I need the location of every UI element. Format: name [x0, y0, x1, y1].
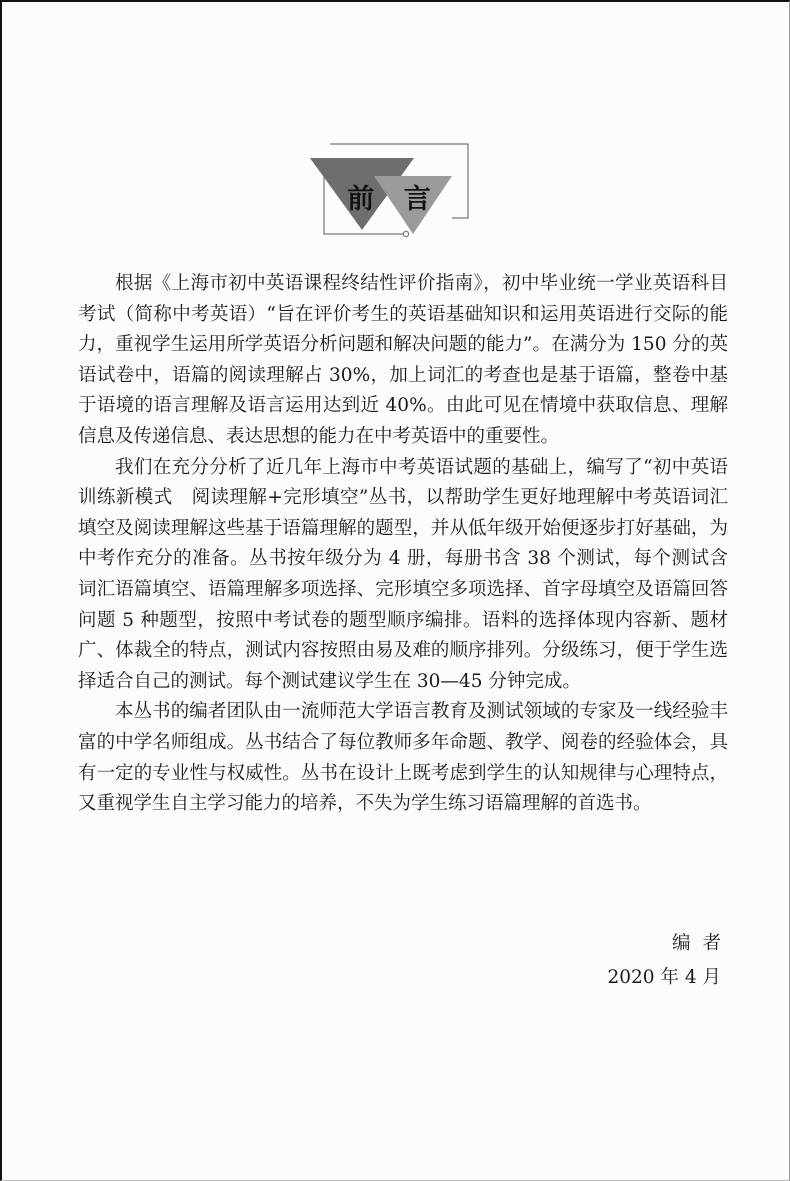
preface-heading	[302, 142, 482, 252]
signature-block	[471, 927, 733, 995]
frame-dot	[403, 231, 408, 236]
signature-date: 2020 年 4 月	[607, 967, 721, 988]
signature-author: 编者	[671, 933, 733, 954]
preface-body	[78, 269, 728, 820]
paragraph-3: 本丛书的编者团队由一流师范大学语言教育及测试领域的专家及一线经验丰富的中学名师组成。丛书结合了每位教师多年命题、教学、阅卷的经验体会，具有一定的专业性与权威性。丛书在设计上既考虑到学生的认知规律与心理特点，又重视学生自主学习能力的培养，不失为学生练习语篇理解的首选书。	[78, 701, 728, 815]
paragraph-1: 根据《上海市初中英语课程终结性评价指南》，初中毕业统一学业英语科目考试（简称中考英语）“旨在评价考生的英语基础知识和运用英语进行交际的能力，重视学生运用所学英语分析问题和解决问题的能力”。在满分为 150 分的英语试卷中，语篇的阅读理解占 30%，加上词汇的考查也是基于语篇，整卷中基于语境的语言理解及语言运用达到近 40%。由此可见在情境中获取信息、理解信息及传递信息、表达思想的能力在中考英语中的重要性。	[78, 273, 728, 447]
page-title: 前 言	[347, 184, 441, 215]
paragraph-2: 我们在充分分析了近几年上海市中考英语试题的基础上，编写了“初中英语训练新模式 阅读理解+完形填空”丛书，以帮助学生更好地理解中考英语词汇填空及阅读理解这些基于语篇理解的题型，并从低年级开始便逐步打好基础，为中考作充分的准备。丛书按年级分为 4 册，每册书含 38 个测试，每个测试含词汇语篇填空、语篇理解多项选择、完形填空多项选择、首字母填空及语篇回答问题 5 种题型，按照中考试卷的题型顺序编排。语料的选择体现内容新、题材广、体裁全的特点，测试内容按照由易及难的顺序排列。分级练习，便于学生选择适合自己的测试。每个测试建议学生在 30—45 分钟完成。	[78, 456, 728, 692]
